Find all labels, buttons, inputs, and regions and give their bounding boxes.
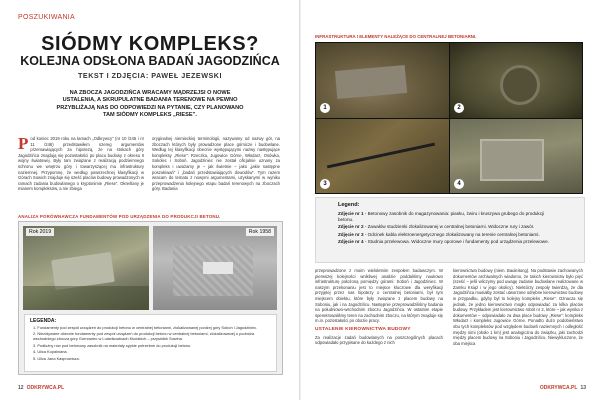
column-1-text-2: Za realizacje zadań budowlanych na poszczególnych placach odpowiadało przypisane do każdego z nich — [315, 334, 443, 346]
historic-foundation — [203, 262, 233, 274]
section-heading: USTALENIE KIEROWNICTWA BUDOWY — [315, 326, 411, 332]
legend-item: Zdjęcie nr 1 - Betonowy zasobnik do magazynowania: piasku, żwiru i kruszywa grubego do produkcji betonu. — [338, 211, 545, 222]
legend-item: 3. Podłużny rów pod betonowy zasobnik na materiały sypkie potrzebne do produkcji betonu. — [33, 342, 192, 348]
byline: TEKST I ZDJĘCIA: PAWEŁ JEZEWSKI — [78, 71, 222, 80]
legend-item: 4. Ulica Kopalniana. — [33, 349, 68, 355]
year-label-2019: Rok 2019 — [26, 228, 54, 236]
left-footer — [18, 385, 64, 391]
photo-number-badge: 3 — [320, 179, 330, 189]
photo-1958 — [153, 226, 277, 310]
section-label: POSZUKIWANIA — [18, 14, 76, 21]
photo-grid — [315, 42, 583, 194]
article-title: SIÓDMY KOMPLEKS? — [41, 33, 259, 55]
text-column-2: kierownictwo budowy (niem. Bauleitung). Na podstawie zachowanych dokumentów archiwalnych wiadomo, że takich kierownictw było pięć (sześć – jeśli wliczymy pod uwagę zadanie budowlane realizowane w Zamku Książ i w jego okolicy). Niektórzy zespoły twierdzą, że dla Jagodzińca musiałby zostać utworzone odrębne kierownictwo budowy w przypadku, gdyby był to kolejny kompleks „Riese”. Oznacza się jednak, że jedno kierownictwo mogło odpowiadać za kilka placów budowy. Przykładem jest kierownictwo robót nr 2, które – jak wynika z dokumentów – odpowiadało za dwa place budowy „Riese”: kompleks Włodarz i kompleks Jugowice Górne. Ponadto dużo podobieństwo obu tych kompleksów pod względem budowli naziemnych i odległość między nimi (około 1 km) jest analogiczna do związku, jaki zachodzi między placem budowy na Soboniu i Jagodzińcu. Niewykluczone, że oba miejsca — [453, 268, 583, 346]
right-footer — [540, 385, 586, 391]
lead-paragraph: NA ZBOCZA JAGODZIŃCA WRACAMY MĄDRZEJSI O NOWE USTALENIA, A SKRUPULATNE BADANIA TERENOWE NA PEWNO PRZYBLIŻAJĄ NAS DO ODPOWIEDZI NA PYTANIE, CZY PLANOWANO TAM SIÓDMY KOMPLEKS „RIESE”. — [56, 90, 244, 119]
year-label-1958: Rok 1958 — [246, 228, 274, 236]
legend-item: Zdjęcie nr 2 - Zawałów studzienki zlokalizowanej w centralnej betoniarni. Widoczne rury i zawór. — [338, 224, 535, 230]
column-1-text: od koniec 2019 roku na łamach „Odkrywcy” (nr 10 /245 i nr 11 /246) przedstawiłem szereg argumentów przemawiających za hipotezą, że na stokach góry Jagodzińca znajdują się pozostałości po placu budowy z okresu II wojny światowej. Były tam związane z realizacją podziemnego schronu we wnętrzu góry i towarzyszącej mu infrastruktury naziemnej. Przypomnę, że według powszechnej klasyfikacji w Górach Sowich znajduje się sześć placów budowy prowadzonych w ramach zadania budowlanego o kryptonimie „Riese”. Określany je mianem kompleksów, a nie zbiega — [18, 136, 144, 192]
figure-title: INFRASTRUKTURA I ELEMENTY NALEŻĄCE DO CENTRALNEJ BETONIARNI. — [315, 34, 477, 39]
photo-2 — [450, 43, 582, 118]
footer-brand: ODKRYWCA.PL — [539, 385, 578, 391]
photo-legend — [315, 197, 585, 263]
text-column-2: oryginalnej niemieckiej terminologii, nazywamy od nazwy gór, na zboczach których były prowadzone place górnicze i budowlane. Według tej klasyfikacji obecnie występującymi nazwy następujące kompleksy „Riese”: Rzeczka, Jugowice Górne, Włodarz, Osówka, Sokolec i Soboń. Jagodziniec nie został oficjalnie uznany za kompleks i uważamy je – jak świetnie – jako „jakie następne poszukiwań” i „badań przedstawiających dowodów”. Tym razem wracam do tematu z nowymi argumentami, uzyskanymi w wyniku przeprowadzenia kolejnego etapu badań terenowych na zboczach góry. Badania — [152, 136, 280, 192]
drop-cap: P — [18, 134, 29, 153]
photo-1 — [316, 43, 449, 118]
right-page — [301, 0, 600, 400]
legend-item: Zdjęcie nr 3 - Odcinek kabla elektroenergetycznego zlokalizowany na terenie centralnej betoniarni. — [338, 231, 540, 237]
legend-item: 2. Niezidywane obecnie fundamenty pod zespół urządzeń do produkcji betonu w centralnej betoniarni, zlokalizowanej u podnóża wschodniego zbocza góry Górnowiec w Ludwikowicach Kłodzkich – przysiółek Sowina. — [33, 331, 255, 342]
photo-number-badge: 1 — [320, 103, 330, 113]
vegetation — [23, 286, 149, 310]
legend-list — [338, 211, 556, 247]
legend-item: 5. Ulica Jana Kasprowicza. — [33, 355, 80, 361]
legend-list — [33, 325, 270, 362]
page-number: 13 — [580, 385, 586, 391]
footer-brand: ODKRYWCA.PL — [26, 385, 65, 391]
photo-4 — [450, 119, 582, 193]
text-column-1 — [18, 136, 144, 192]
legend-title: LEGENDA: — [30, 318, 57, 324]
power-cable — [327, 143, 435, 169]
concrete-foundation — [51, 252, 115, 290]
manhole — [500, 65, 540, 105]
column-1-text: przeprowadzone z moim wieloletnim zespołem badawczym. W pierwszej kolejności wnikliwej analizie poddaliśmy naukowo infrastrukturę położoną pomiędzy górami: Soboń i Jagodziniec. W naszym przekonaniu jest to miejsce kluczowe dla weryfikacji przyjętej przez nas hipotezy o centralnej betoniarni, był tym miejscem obiektu, które były związane z placem budowy na Soboniu, jak i na Jagodzińcu. Następnie przeprowadziliśmy badania na południowo-wschodnim zboczu Jagodzińca. W ostatnim etapie spenetrowaliśmy teren na zachodnim zboczu, na którym znajduje się m.in. pozostałości po obozie pracy. — [315, 268, 443, 324]
photo-number-badge: 2 — [454, 103, 464, 113]
article-subtitle: KOLEJNA ODSŁONA BADAŃ JAGODZIŃCA — [20, 54, 280, 68]
legend-title: Legend: — [338, 202, 360, 208]
page-number: 12 — [18, 385, 24, 391]
concrete-bin — [335, 65, 407, 99]
photo-number-badge: 4 — [454, 179, 464, 189]
photo-3 — [316, 119, 449, 193]
text-column-1 — [315, 268, 443, 346]
figure-title: ANALIZA PORÓWNAWCZA FUNDAMENTÓW POD URZĄDZENIA DO PRODUKCJI BETONU. — [18, 214, 221, 219]
figure-legend — [24, 314, 277, 372]
overflow-well — [480, 139, 544, 181]
comparison-figure — [18, 221, 283, 375]
photo-2019 — [23, 226, 149, 310]
legend-item: 1. Fundamenty pod zespół urządzeń do produkcji betonu w centralnej betoniarni, zlokalizowanej poniżej góry Soboń i Jagodziniec. — [33, 325, 258, 330]
legend-item: Zdjęcie nr 4 - Studnia przelewowa. Widoczne mury oporowe i fundamenty pod urządzenia przelewowe. — [338, 239, 549, 245]
